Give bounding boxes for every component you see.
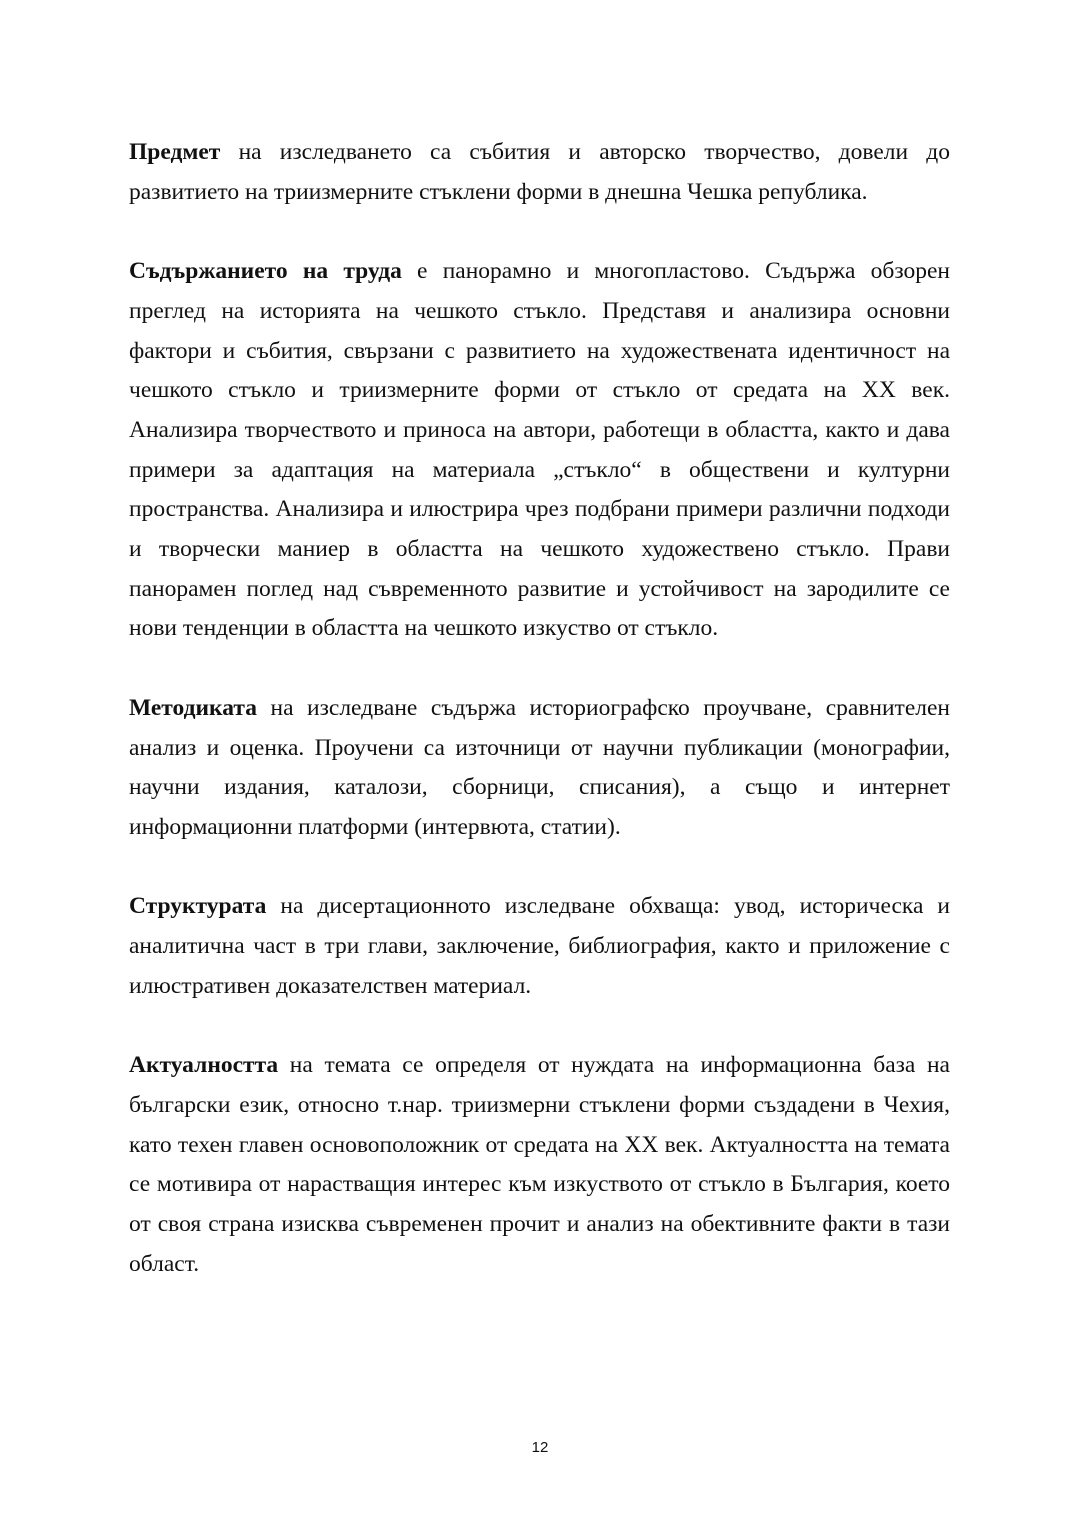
paragraph-relevance: [129, 1046, 950, 1284]
paragraph-content-text: е панорамно и многопластово. Съдържа обзорен преглед на историята на чешкото стъкло. Представя и анализира основни фактори и събития, свързани с развитието на художествената идентичност на чешкото стъкло и триизмерните форми от стъкло от средата на XX век. Анализира творчеството и приноса на автори, работещи в областта, както и дава примери за адаптация на материала „стъкло“ в обществени и културни пространства. Анализира и илюстрира чрез подбрани примери различни подходи и творчески маниер в областта на чешкото художествено стъкло. Прави панорамен поглед над съвременното развитие и устойчивост на зародилите се нови тенденции в областта на чешкото изкуство от стъкло.: [129, 258, 950, 642]
page-number: 12: [531, 1439, 549, 1456]
paragraph-subject: [129, 133, 950, 212]
term-methodology: Методиката: [129, 694, 257, 721]
paragraph-structure-text: на дисертационното изследване обхваща: увод, историческа и аналитична част в три глави, заключение, библиография, както и приложение с илюстративен доказателствен материал.: [129, 893, 950, 999]
term-relevance: Актуалността: [129, 1052, 279, 1079]
paragraph-methodology: [129, 689, 950, 848]
paragraph-structure: [129, 887, 950, 1006]
paragraph-content: [129, 252, 950, 649]
term-content: Съдържанието на труда: [129, 258, 402, 285]
paragraph-methodology-text: на изследване съдържа историографско проучване, сравнителен анализ и оценка. Проучени са източници от научни публикации (монографии, научни издания, каталози, сборници, списания), а също и интернет информационни платформи (интервюта, статии).: [129, 694, 950, 840]
paragraph-relevance-text: на темата се определя от нуждата на информационна база на български език, относно т.нар. триизмерни стъклени форми създадени в Чехия, като техен главен основоположник от средата на XX век. Актуалността на темата се мотивира от нарастващия интерес към изкуството от стъкло в България, което от своя страна изисква съвременен прочит и анализ на обективните факти в тази област.: [129, 1052, 950, 1277]
term-structure: Структурата: [129, 893, 267, 920]
document-body: [129, 133, 950, 1324]
term-subject: Предмет: [129, 139, 221, 165]
paragraph-subject-text: на изследването са събития и авторско творчество, довели до развитието на триизмерните стъклени форми в днешна Чешка република.: [129, 139, 950, 205]
